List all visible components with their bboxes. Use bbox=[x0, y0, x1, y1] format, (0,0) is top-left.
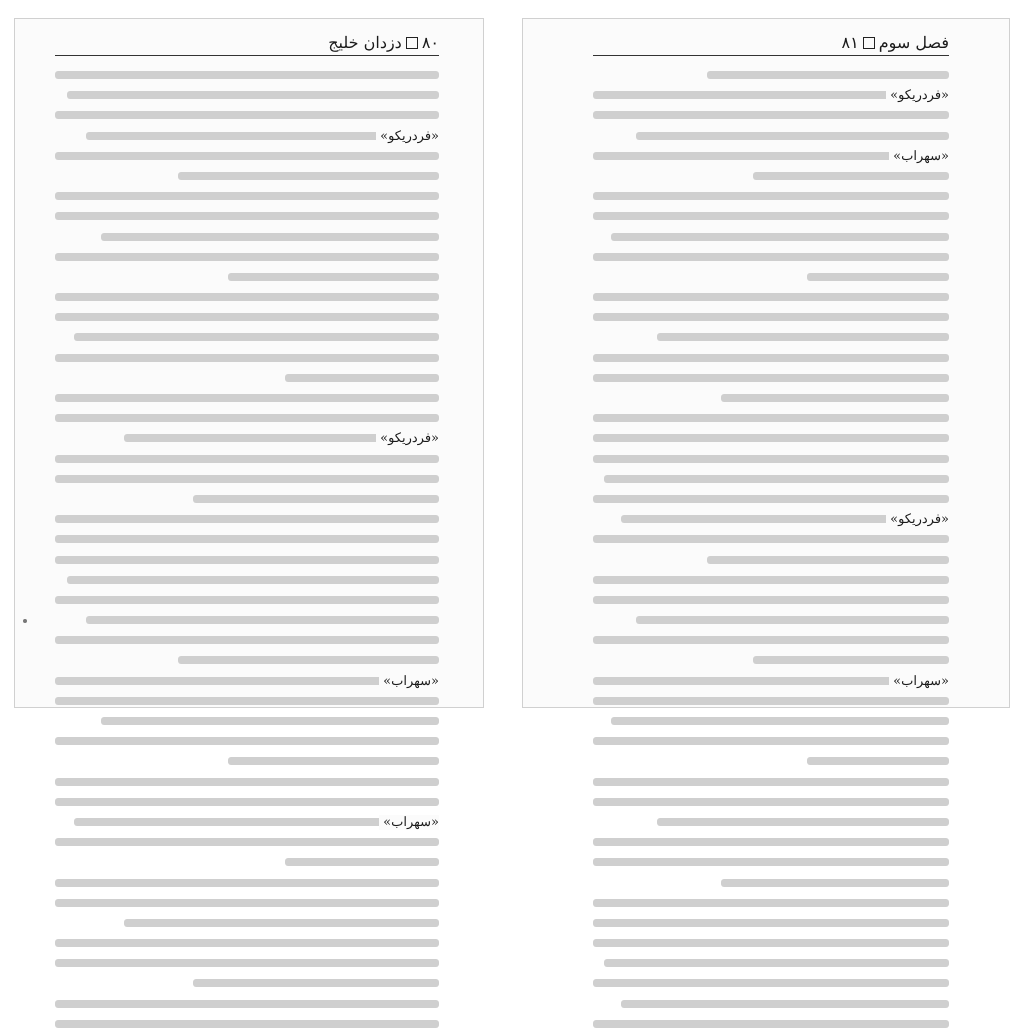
left-page-header bbox=[55, 29, 439, 56]
text-line bbox=[593, 172, 949, 180]
text-line-bar bbox=[721, 879, 949, 887]
text-line-bar bbox=[593, 636, 949, 644]
text-line-bar bbox=[593, 212, 949, 220]
text-line-bar bbox=[593, 596, 949, 604]
text-line-bar bbox=[55, 636, 439, 644]
text-line-bar bbox=[593, 414, 949, 422]
left-page-text bbox=[55, 71, 439, 830]
text-line-bar bbox=[593, 253, 949, 261]
text-line bbox=[55, 757, 439, 765]
text-line bbox=[593, 233, 949, 241]
square-separator-icon bbox=[406, 37, 418, 49]
text-line bbox=[593, 414, 949, 422]
text-line-bar bbox=[285, 374, 439, 382]
text-line bbox=[55, 293, 439, 301]
text-line bbox=[55, 979, 439, 987]
text-line bbox=[593, 88, 949, 104]
text-line bbox=[593, 475, 949, 483]
text-line-bar bbox=[55, 354, 439, 362]
text-line-bar bbox=[593, 919, 949, 927]
text-line bbox=[55, 233, 439, 241]
text-line-bar bbox=[593, 192, 949, 200]
text-line bbox=[593, 838, 949, 846]
text-line-bar bbox=[593, 293, 949, 301]
text-line bbox=[55, 128, 439, 144]
left-page-title: دزدان خلیج bbox=[328, 32, 402, 52]
text-line-bar bbox=[55, 1000, 439, 1008]
text-line bbox=[593, 717, 949, 725]
text-line bbox=[55, 535, 439, 543]
text-line bbox=[593, 576, 949, 584]
text-line-bar bbox=[74, 333, 439, 341]
text-line-bar bbox=[593, 979, 949, 987]
text-line-bar bbox=[707, 556, 949, 564]
text-line bbox=[55, 717, 439, 725]
text-line-bar bbox=[593, 495, 949, 503]
text-line bbox=[55, 636, 439, 644]
text-line-bar bbox=[55, 192, 439, 200]
text-line bbox=[593, 148, 949, 164]
right-page-text bbox=[593, 71, 949, 695]
speaker-cue: «سهراب» bbox=[379, 674, 439, 689]
square-separator-icon bbox=[863, 37, 875, 49]
text-line-bar bbox=[55, 414, 439, 422]
text-line bbox=[593, 212, 949, 220]
text-line-bar bbox=[55, 879, 439, 887]
text-line-bar bbox=[593, 111, 949, 119]
text-line bbox=[55, 697, 439, 705]
text-line bbox=[593, 495, 949, 503]
text-line bbox=[55, 596, 439, 604]
text-line-bar bbox=[611, 233, 949, 241]
text-line bbox=[55, 778, 439, 786]
text-line bbox=[593, 354, 949, 362]
speaker-cue: «فردریکو» bbox=[376, 431, 439, 446]
text-line bbox=[593, 313, 949, 321]
text-line bbox=[55, 1000, 439, 1008]
text-line-bar bbox=[593, 313, 949, 321]
text-line bbox=[593, 899, 949, 907]
text-line-bar bbox=[55, 293, 439, 301]
text-line bbox=[593, 673, 949, 689]
text-line-bar bbox=[707, 71, 949, 79]
text-line bbox=[55, 1020, 439, 1028]
left-page-number: ۸۰دزدان خلیج bbox=[328, 32, 439, 52]
text-line bbox=[593, 757, 949, 765]
text-line-bar bbox=[55, 939, 439, 947]
text-line bbox=[593, 434, 949, 442]
text-line bbox=[593, 879, 949, 887]
text-line-bar bbox=[55, 515, 439, 523]
text-line bbox=[593, 1020, 949, 1028]
text-line bbox=[55, 71, 439, 79]
text-line bbox=[55, 91, 439, 99]
text-line-bar bbox=[621, 1000, 949, 1008]
text-line-bar bbox=[55, 394, 439, 402]
text-line-bar bbox=[657, 333, 949, 341]
text-line bbox=[55, 939, 439, 947]
text-line-bar bbox=[593, 737, 949, 745]
text-line bbox=[55, 374, 439, 382]
text-line-bar bbox=[593, 939, 949, 947]
text-line-bar bbox=[611, 717, 949, 725]
text-line bbox=[593, 192, 949, 200]
text-line bbox=[593, 636, 949, 644]
text-line bbox=[593, 455, 949, 463]
text-line-bar bbox=[55, 71, 439, 79]
text-line bbox=[593, 132, 949, 140]
margin-mark bbox=[23, 619, 27, 623]
text-line bbox=[55, 414, 439, 422]
text-line bbox=[593, 959, 949, 967]
speaker-cue: «فردریکو» bbox=[886, 512, 949, 527]
text-line-bar bbox=[55, 152, 439, 160]
text-line bbox=[55, 455, 439, 463]
text-line-bar bbox=[55, 556, 439, 564]
text-line bbox=[55, 111, 439, 119]
speaker-cue: «فردریکو» bbox=[886, 88, 949, 103]
text-line bbox=[55, 616, 439, 624]
text-line-bar bbox=[55, 212, 439, 220]
text-line-bar bbox=[178, 656, 439, 664]
speaker-cue: «سهراب» bbox=[889, 149, 949, 164]
text-line-bar bbox=[593, 576, 949, 584]
text-line bbox=[593, 71, 949, 79]
right-page-header bbox=[593, 29, 949, 56]
text-line-bar bbox=[285, 858, 439, 866]
text-line-bar bbox=[807, 273, 949, 281]
text-line-bar bbox=[593, 1020, 949, 1028]
text-line bbox=[55, 798, 439, 806]
text-line bbox=[593, 697, 949, 705]
text-line bbox=[593, 778, 949, 786]
text-line bbox=[593, 111, 949, 119]
text-line bbox=[593, 818, 949, 826]
text-line-bar bbox=[55, 475, 439, 483]
text-line-bar bbox=[55, 798, 439, 806]
left-book-page bbox=[14, 18, 484, 830]
text-line-bar bbox=[55, 778, 439, 786]
text-line bbox=[55, 273, 439, 281]
text-line-bar bbox=[86, 616, 439, 624]
text-line-bar bbox=[67, 91, 439, 99]
text-line bbox=[55, 313, 439, 321]
text-line-bar bbox=[593, 899, 949, 907]
text-line bbox=[593, 273, 949, 281]
text-line-bar bbox=[124, 919, 439, 927]
text-line bbox=[55, 576, 439, 584]
text-line bbox=[55, 737, 439, 745]
text-line bbox=[593, 798, 949, 806]
text-line bbox=[55, 394, 439, 402]
text-line bbox=[593, 333, 949, 341]
text-line-bar bbox=[178, 172, 439, 180]
text-line-bar bbox=[55, 535, 439, 543]
text-line bbox=[593, 919, 949, 927]
text-line bbox=[55, 495, 439, 503]
text-line-bar bbox=[55, 596, 439, 604]
text-line-bar bbox=[55, 737, 439, 745]
text-line bbox=[593, 939, 949, 947]
text-line bbox=[593, 616, 949, 624]
text-line bbox=[55, 879, 439, 887]
text-line-bar bbox=[593, 778, 949, 786]
text-line-bar bbox=[55, 455, 439, 463]
text-line-bar bbox=[101, 233, 439, 241]
text-line bbox=[55, 656, 439, 664]
text-line bbox=[55, 959, 439, 967]
text-line-bar bbox=[55, 959, 439, 967]
text-line-bar bbox=[593, 374, 949, 382]
text-line-bar bbox=[657, 818, 949, 826]
text-line-bar bbox=[593, 798, 949, 806]
right-page-title: فصل سوم bbox=[878, 32, 949, 52]
speaker-cue: «سهراب» bbox=[889, 674, 949, 689]
text-line-bar bbox=[55, 253, 439, 261]
text-line-bar bbox=[101, 717, 439, 725]
text-line bbox=[55, 919, 439, 927]
text-line bbox=[55, 431, 439, 447]
text-line bbox=[55, 814, 439, 830]
text-line-bar bbox=[55, 697, 439, 705]
text-line-bar bbox=[636, 616, 949, 624]
text-line bbox=[55, 515, 439, 523]
text-line bbox=[593, 535, 949, 543]
text-line bbox=[55, 673, 439, 689]
text-line bbox=[593, 512, 949, 528]
text-line bbox=[55, 172, 439, 180]
text-line bbox=[593, 1000, 949, 1008]
right-book-page bbox=[522, 18, 1010, 708]
text-line-bar bbox=[593, 455, 949, 463]
text-line bbox=[55, 152, 439, 160]
text-line-bar bbox=[604, 959, 949, 967]
text-line bbox=[55, 333, 439, 341]
speaker-cue: «فردریکو» bbox=[376, 129, 439, 144]
text-line-bar bbox=[55, 1020, 439, 1028]
text-line bbox=[593, 596, 949, 604]
text-line-bar bbox=[193, 495, 439, 503]
text-line-bar bbox=[55, 899, 439, 907]
text-line bbox=[593, 979, 949, 987]
text-line bbox=[55, 354, 439, 362]
text-line bbox=[593, 293, 949, 301]
text-line-bar bbox=[593, 858, 949, 866]
text-line-bar bbox=[55, 111, 439, 119]
text-line-bar bbox=[807, 757, 949, 765]
text-line bbox=[55, 212, 439, 220]
text-line bbox=[593, 253, 949, 261]
text-line-bar bbox=[593, 535, 949, 543]
text-line bbox=[593, 374, 949, 382]
text-line bbox=[55, 253, 439, 261]
text-line bbox=[593, 394, 949, 402]
text-line-bar bbox=[753, 656, 949, 664]
text-line-bar bbox=[67, 576, 439, 584]
text-line bbox=[55, 192, 439, 200]
text-line bbox=[593, 656, 949, 664]
text-line-bar bbox=[193, 979, 439, 987]
text-line-bar bbox=[55, 838, 439, 846]
text-line bbox=[593, 737, 949, 745]
text-line-bar bbox=[55, 313, 439, 321]
text-line-bar bbox=[753, 172, 949, 180]
text-line-bar bbox=[604, 475, 949, 483]
text-line-bar bbox=[593, 697, 949, 705]
text-line-bar bbox=[593, 434, 949, 442]
text-line bbox=[55, 475, 439, 483]
text-line-bar bbox=[721, 394, 949, 402]
text-line bbox=[593, 556, 949, 564]
text-line bbox=[55, 899, 439, 907]
text-line-bar bbox=[228, 273, 439, 281]
text-line-bar bbox=[636, 132, 949, 140]
text-line bbox=[55, 858, 439, 866]
text-line bbox=[593, 858, 949, 866]
text-line-bar bbox=[593, 354, 949, 362]
text-line-bar bbox=[228, 757, 439, 765]
speaker-cue: «سهراب» bbox=[379, 815, 439, 830]
text-line bbox=[55, 556, 439, 564]
text-line-bar bbox=[593, 838, 949, 846]
right-page-number: فصل سوم۸۱ bbox=[841, 32, 949, 52]
text-line bbox=[55, 838, 439, 846]
